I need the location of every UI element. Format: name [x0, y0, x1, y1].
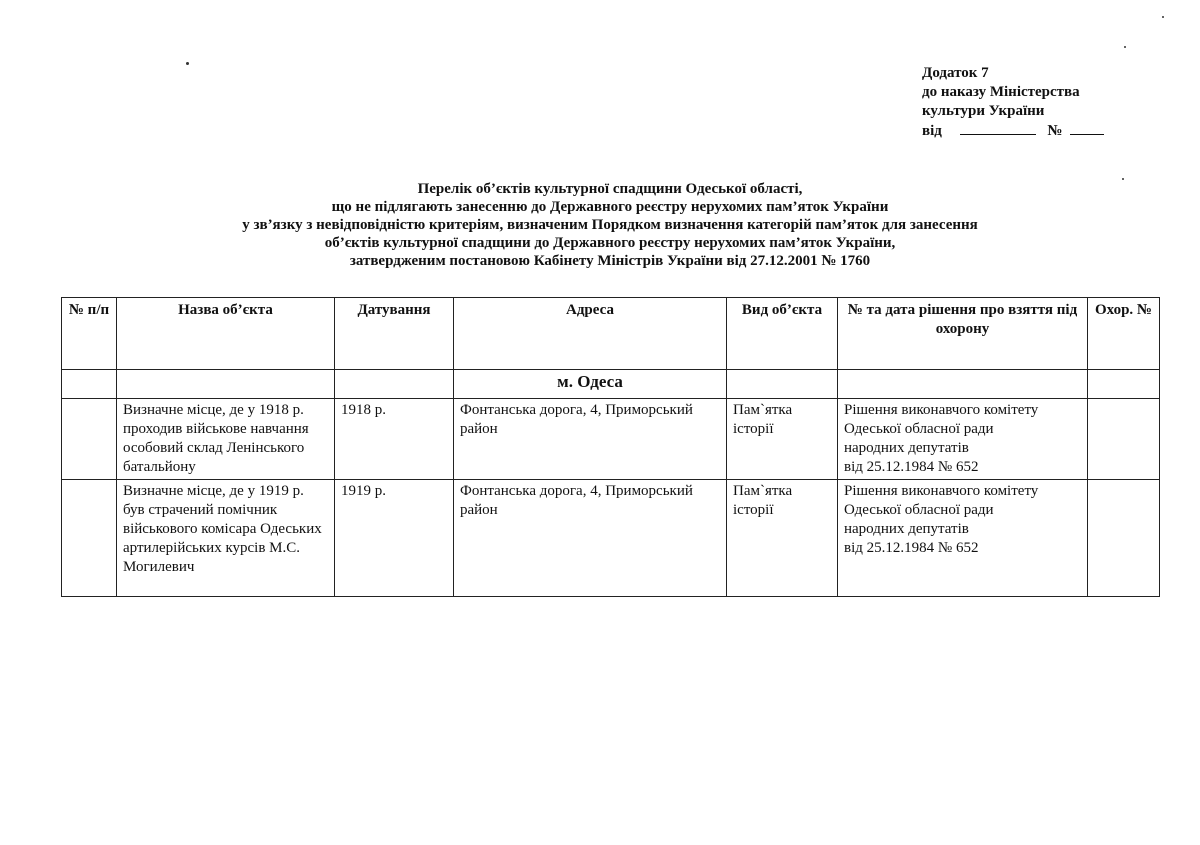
table-header-row	[62, 298, 1160, 370]
table-cell	[1088, 370, 1160, 399]
table-cell	[62, 370, 117, 399]
header-decision: № та дата рішення про взяття під охорону	[838, 298, 1088, 370]
table-cell	[335, 370, 454, 399]
row-address: Фонтанська дорога, 4, Приморський район	[454, 480, 727, 597]
decision-line: народних депутатів	[844, 440, 969, 456]
annex-number-sign: №	[1047, 123, 1063, 139]
row-date: 1918 р.	[335, 399, 454, 480]
header-protection: Охор. №	[1088, 298, 1160, 370]
decision-line: Одеської обласної ради	[844, 421, 994, 437]
decision-line: народних депутатів	[844, 521, 969, 537]
table-cell	[727, 370, 838, 399]
table-row	[62, 399, 1160, 480]
decision-line: від 25.12.1984 № 652	[844, 540, 979, 556]
row-decision	[838, 399, 1088, 480]
heritage-table	[61, 297, 1160, 597]
row-num	[62, 480, 117, 597]
date-blank	[960, 121, 1036, 135]
title-line: що не підлягають занесенню до Державного реєстру нерухомих пам’яток України	[331, 199, 889, 215]
scan-speck	[1124, 46, 1126, 48]
title-line: у зв’язку з невідповідністю критеріям, визначеним Порядком визначення категорій пам’яток для занесення	[242, 217, 978, 233]
table-cell	[117, 370, 335, 399]
annex-line: до наказу Міністерства	[922, 84, 1080, 100]
annex-block	[922, 64, 1192, 141]
row-date: 1919 р.	[335, 480, 454, 597]
table-row	[62, 480, 1160, 597]
decision-line: Рішення виконавчого комітету	[844, 402, 1039, 418]
header-name: Назва об’єкта	[117, 298, 335, 370]
row-name: Визначне місце, де у 1918 р. проходив військове навчання особовий склад Ленінського батальйону	[117, 399, 335, 480]
title-line: об’єктів культурної спадщини до Державного реєстру нерухомих пам’яток України,	[324, 235, 896, 251]
scan-speck	[1162, 16, 1164, 18]
row-type: Пам`ятка історії	[727, 480, 838, 597]
scan-speck	[186, 62, 189, 65]
row-protection	[1088, 399, 1160, 480]
section-city: м. Одеса	[454, 370, 727, 399]
header-type: Вид об’єкта	[727, 298, 838, 370]
annex-date-line	[922, 121, 1192, 141]
table-cell	[838, 370, 1088, 399]
row-protection	[1088, 480, 1160, 597]
row-address: Фонтанська дорога, 4, Приморський район	[454, 399, 727, 480]
number-blank	[1070, 121, 1104, 135]
decision-line: Одеської обласної ради	[844, 502, 994, 518]
row-type: Пам`ятка історії	[727, 399, 838, 480]
annex-date-label: від	[922, 123, 942, 139]
annex-line: культури України	[922, 103, 1045, 119]
row-name: Визначне місце, де у 1919 р. був страчений помічник військового комісара Одеських артилерійських курсів М.С. Могилевич	[117, 480, 335, 597]
title-line: затвердженим постановою Кабінету Міністрів України від 27.12.2001 № 1760	[349, 253, 871, 269]
document-title	[60, 180, 1160, 270]
title-line: Перелік об’єктів культурної спадщини Одеської області,	[417, 181, 803, 197]
annex-line: Додаток 7	[922, 65, 989, 81]
decision-line: Рішення виконавчого комітету	[844, 483, 1039, 499]
header-num: № п/п	[62, 298, 117, 370]
decision-line: від 25.12.1984 № 652	[844, 459, 979, 475]
header-address: Адреса	[454, 298, 727, 370]
row-decision	[838, 480, 1088, 597]
row-num	[62, 399, 117, 480]
header-date: Датування	[335, 298, 454, 370]
section-row	[62, 370, 1160, 399]
